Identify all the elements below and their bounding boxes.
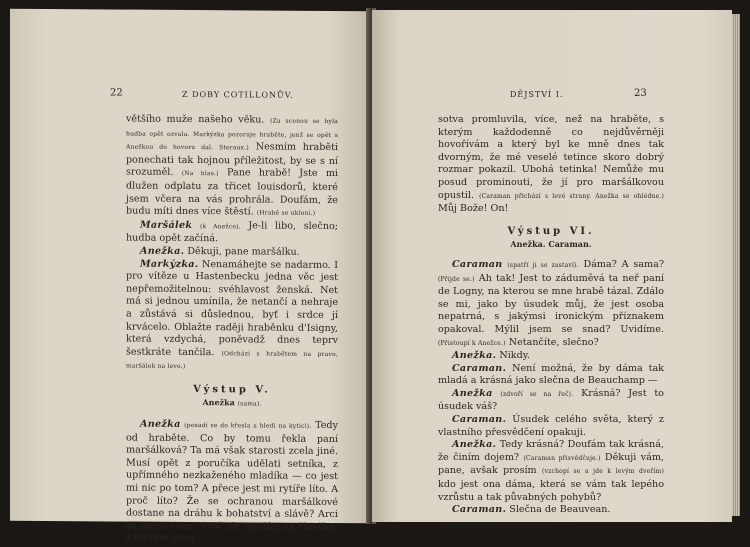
text: Děkuji, pane maršálku. bbox=[187, 245, 300, 258]
speaker-name: Markýzka. bbox=[140, 258, 199, 270]
dialogue-line bbox=[126, 219, 338, 247]
stage-direction: (posadí se do křesla a hledí na kytici). bbox=[184, 422, 312, 430]
paragraph bbox=[126, 114, 338, 221]
stage-direction: (spatří ji se zastaví). bbox=[507, 261, 579, 269]
dialogue-line bbox=[438, 388, 664, 414]
stage-direction: (sama). bbox=[237, 400, 262, 408]
stage-direction: (zdvoří se na řeč). bbox=[500, 390, 574, 398]
speaker-name: Anežka. bbox=[452, 350, 497, 362]
paragraph bbox=[438, 114, 664, 216]
text: Nesmím hraběti ponechati tak hojnou příležitost, by se s ní srozuměl. bbox=[126, 141, 338, 179]
text: Ah tak! Jest to záduměvá ta neř paní de Logny, na kterou se mne hrabě tázal. Zdálo se mi, jako by úsudek můj, že jest osoba nepatrná, s jakýmsi ironickým příznakem opakoval. Mýlil jsem se snad? Uvidíme. bbox=[438, 272, 664, 335]
text: Tedy od hraběte. Co by tomu řekla paní maršálková? Ta má však starosti zcela jiné. Musí opět z poručíka udělati setníka, z upřímného nezkaženého mladíka — co jest mi nic po tom? A přece jest mi rytíře líto. A proč líto? Že se ochranou maršálkové dostane na dráhu k bohatství a slávě? Arci za jakou cenu! Proč ale myslím na člověka, s kterým jsem bbox=[126, 419, 338, 545]
text: Netančíte, slečno? bbox=[508, 336, 599, 348]
text: Můj Bože! On! bbox=[438, 203, 509, 215]
text: Tedy krásná? Doufám tak krásná, že činím dojem? bbox=[438, 439, 664, 463]
text: Krásná? Jest to úsudek váš? bbox=[438, 387, 664, 413]
dialogue-line bbox=[126, 258, 338, 375]
text: Pane hrabě! Jste mi dlužen odplatu za třicet louisdorů, které jsem včera na vás prohrála. Doufám, že budu míti dnes více štěstí. bbox=[126, 167, 338, 218]
cast-names: Anežka bbox=[202, 397, 235, 408]
speaker-name: Anežka bbox=[140, 418, 181, 430]
text: Nenamáhejte se nadarmo. I pro vítěze u Hastenbecku jedna věc jest nepřemožitelnou: svéhlavost ženská. Net má si jednou umínila, že netančí a nehraje a zůstává si důslednou, byť i srdce jí krvácelo. Oblažte raději hraběnku d'Isigny, která vzdychá, poněvadž dnes teprv šestkráte tančila. bbox=[126, 258, 338, 358]
right-page-body bbox=[438, 114, 664, 517]
dialogue-line bbox=[126, 419, 338, 547]
scene-cast: Anežka. Caraman. bbox=[510, 239, 592, 250]
dialogue-line bbox=[438, 504, 664, 517]
page-number: 23 bbox=[634, 88, 647, 99]
stage-direction: (Caraman přisvědčuje.) bbox=[523, 454, 601, 462]
dialogue-line bbox=[438, 414, 664, 439]
scene-cast bbox=[126, 396, 338, 412]
dialogue-line bbox=[438, 350, 664, 363]
text: Úsudek celého světa, který z vlastního přesvědčení opakuji. bbox=[438, 414, 664, 438]
stage-direction: (vzchopí se a jde k levým dveřím) bbox=[542, 468, 664, 476]
text: většího muže našeho věku. bbox=[126, 113, 265, 126]
right-running-head bbox=[372, 90, 732, 104]
text: Dáma? A sama? bbox=[583, 258, 664, 270]
text: Nikdy. bbox=[499, 350, 530, 362]
scene-title: Výstup V. bbox=[193, 383, 271, 396]
stage-direction: (Za scenou se hyla hudba opět ozvala. Markýzka pozoruje hraběte, jenž se opět s Anežkou do hovoru dal. Steraux.) bbox=[126, 117, 338, 152]
running-head-title: Z DOBY COTILLONŮV. bbox=[182, 89, 294, 100]
page-edges bbox=[732, 14, 740, 516]
right-page bbox=[372, 10, 732, 522]
stage-direction: (Přistoupí k Anežce.) bbox=[438, 339, 506, 347]
stage-direction: (Odchází s hrabětem na pravo, maršálek na levo.) bbox=[126, 349, 338, 371]
left-page bbox=[10, 9, 370, 545]
speaker-name: Caraman. bbox=[452, 504, 507, 516]
speaker-name: Anežka. bbox=[452, 439, 497, 451]
text: Slečna de Beauvean. bbox=[509, 504, 611, 516]
left-running-head bbox=[10, 89, 370, 106]
stage-direction: (Přijde se.) bbox=[438, 275, 475, 283]
page-number: 22 bbox=[110, 87, 123, 99]
text: Děkuji vám, pane, avšak prosím bbox=[438, 451, 664, 477]
speaker-name: Maršálek bbox=[140, 219, 193, 231]
dialogue-line bbox=[438, 439, 664, 504]
text: kdo jest ona dáma, která se vám tak lepého vzrůstu a tak půvabných pohybů? bbox=[438, 479, 664, 503]
running-head-title: DĚJSTVÍ I. bbox=[510, 90, 564, 99]
speaker-name: Anežka. bbox=[140, 245, 185, 257]
scene-title: Výstup VI. bbox=[507, 225, 595, 237]
dialogue-line bbox=[438, 363, 664, 388]
stage-direction: (Na hlas.) bbox=[181, 170, 219, 178]
text: Není možná, že by dáma tak mladá a krásná jako slečna de Beauchamp — bbox=[438, 362, 664, 387]
speaker-name: Caraman. bbox=[452, 362, 507, 374]
dialogue-line bbox=[438, 259, 664, 350]
text: Je-li libo, slečno; hudba opět začíná. bbox=[126, 220, 338, 245]
speaker-name: Anežka bbox=[452, 387, 493, 399]
text: sotva promluvila, více, než na hraběte, s kterým každodenně co nejdůvěrněji hovořívám a který byl ke mně dnes tak dvorným, že mé veselé tetince skoro dobrý rozmar pokazil. Ubohá tetinka! Nemůže mu posud prominouti, že jí pro maršálkovou opustil. bbox=[438, 114, 664, 201]
left-page-body bbox=[126, 114, 338, 547]
speaker-name: Caraman. bbox=[452, 414, 507, 426]
speaker-name: Caraman bbox=[452, 258, 503, 270]
stage-direction: (Caraman přichází s levé strany. Anežka se ohlédne.) bbox=[479, 192, 664, 200]
stage-direction: (k Anežce). bbox=[199, 222, 241, 231]
stage-direction: (Hrabě se ukloní.) bbox=[256, 209, 316, 218]
